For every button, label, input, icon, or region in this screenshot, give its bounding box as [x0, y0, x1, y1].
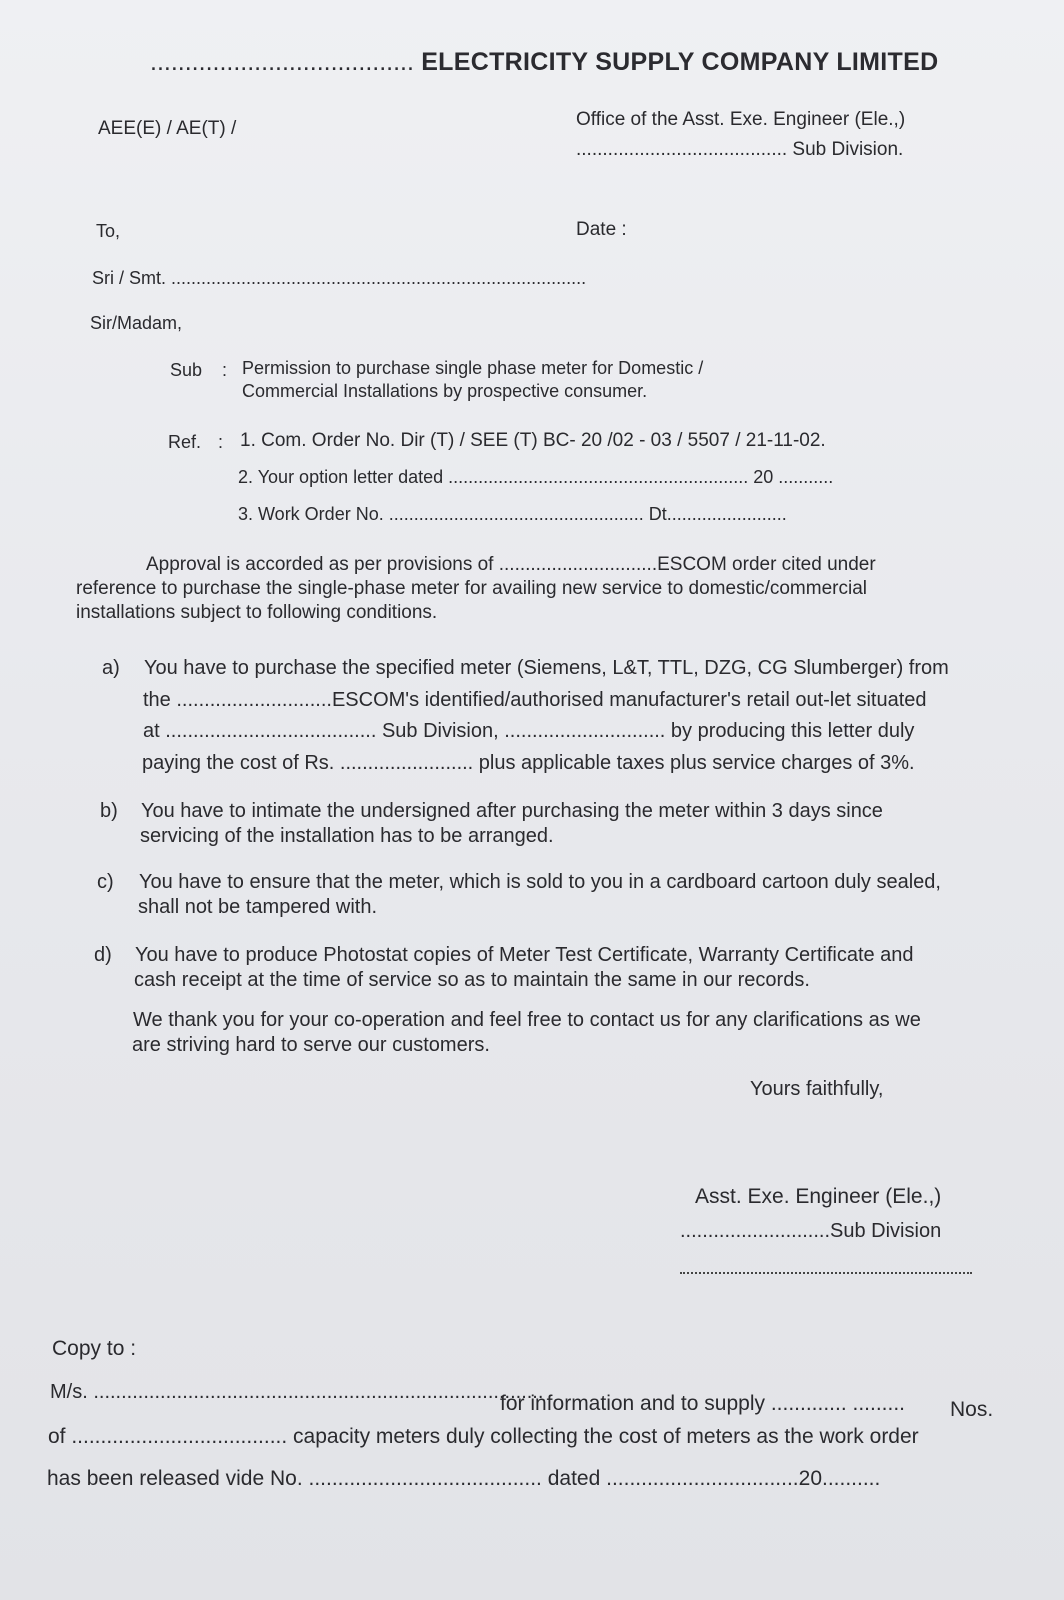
company-title: ELECTRICITY SUPPLY COMPANY LIMITED [421, 48, 939, 76]
reference-label: Ref. [168, 432, 202, 452]
company-name-blank: ...................................... [150, 48, 414, 76]
condition-b-line-1: You have to intimate the undersigned after purchasing the meter within 3 days since [141, 800, 883, 822]
reference-item-2: 2. Your option letter dated ............................................................ 20 ........... [238, 467, 834, 487]
copy-to-capacity-line: of ..................................... capacity meters duly collecting the cost of meters as the work order [48, 1425, 919, 1448]
approval-line-2: reference to purchase the single-phase meter for availing new service to domestic/commercial [76, 578, 867, 599]
copy-to-supply-text: for information and to supply ............. ......... [500, 1392, 906, 1415]
to-label: To, [96, 221, 121, 241]
condition-b-line-2: servicing of the installation has to be arranged. [140, 825, 554, 847]
signatory-designation: Asst. Exe. Engineer (Ele.,) [695, 1185, 942, 1208]
condition-a-line-4: paying the cost of Rs. ........................ plus applicable taxes plus service charges of 3%. [142, 752, 915, 774]
subject-line-2: Commercial Installations by prospective consumer. [242, 381, 648, 401]
condition-a-marker: a) [102, 657, 120, 679]
condition-c-line-2: shall not be tampered with. [138, 896, 378, 918]
condition-c-line-1: You have to ensure that the meter, which is sold to you in a cardboard cartoon duly sealed, [139, 871, 941, 893]
salutation: Sir/Madam, [90, 313, 183, 333]
signature-blank-line [680, 1272, 972, 1274]
condition-d-line-1: You have to produce Photostat copies of Meter Test Certificate, Warranty Certificate and [135, 944, 914, 966]
condition-a-line-1: You have to purchase the specified meter (Siemens, L&T, TTL, DZG, CG Slumberger) from [144, 657, 949, 679]
condition-c-marker: c) [97, 871, 114, 893]
condition-d-line-2: cash receipt at the time of service so as to maintain the same in our records. [134, 969, 810, 991]
date-label: Date : [576, 219, 627, 240]
copy-to-label: Copy to : [52, 1337, 137, 1360]
signatory-sub-division: ...........................Sub Division [680, 1220, 942, 1242]
subject-label: Sub [170, 360, 203, 380]
condition-a-line-2: the ............................ESCOM's identified/authorised manufacturer's retail out-let situated [143, 689, 927, 711]
thanks-line-2: are striving hard to serve our customers. [132, 1034, 490, 1056]
reference-item-1: 1. Com. Order No. Dir (T) / SEE (T) BC- 20 /02 - 03 / 5507 / 21-11-02. [240, 430, 826, 451]
addressee-line: Sri / Smt. ................................................................................... [92, 268, 587, 288]
office-of: Office of the Asst. Exe. Engineer (Ele.,) [576, 109, 906, 130]
approval-line-1: Approval is accorded as per provisions of ..............................ESCOM order cited under [146, 554, 876, 575]
subject-line-1: Permission to purchase single phase meter for Domestic / [242, 358, 704, 378]
sub-division-line: ........................................ Sub Division. [576, 139, 904, 160]
thanks-line-1: We thank you for your co-operation and feel free to contact us for any clarifications as we [133, 1009, 921, 1031]
approval-line-3: installations subject to following conditions. [76, 602, 438, 623]
condition-d-marker: d) [94, 944, 112, 966]
copy-to-nos: Nos. [950, 1398, 994, 1421]
copy-to-ms-line: M/s. ................................................................................. [50, 1381, 544, 1403]
condition-b-marker: b) [100, 800, 118, 822]
condition-a-line-3: at ...................................... Sub Division, ............................. by producing this letter duly [143, 720, 915, 742]
company-header [150, 48, 938, 77]
reference-colon: : [218, 432, 224, 452]
closing: Yours faithfully, [750, 1078, 884, 1100]
copy-to-release-line: has been released vide No. ........................................ dated .................................20.......... [47, 1467, 881, 1490]
subject-colon: : [222, 360, 228, 380]
sender-code: AEE(E) / AE(T) / [98, 118, 237, 139]
reference-item-3: 3. Work Order No. ................................................... Dt........................ [238, 504, 787, 524]
